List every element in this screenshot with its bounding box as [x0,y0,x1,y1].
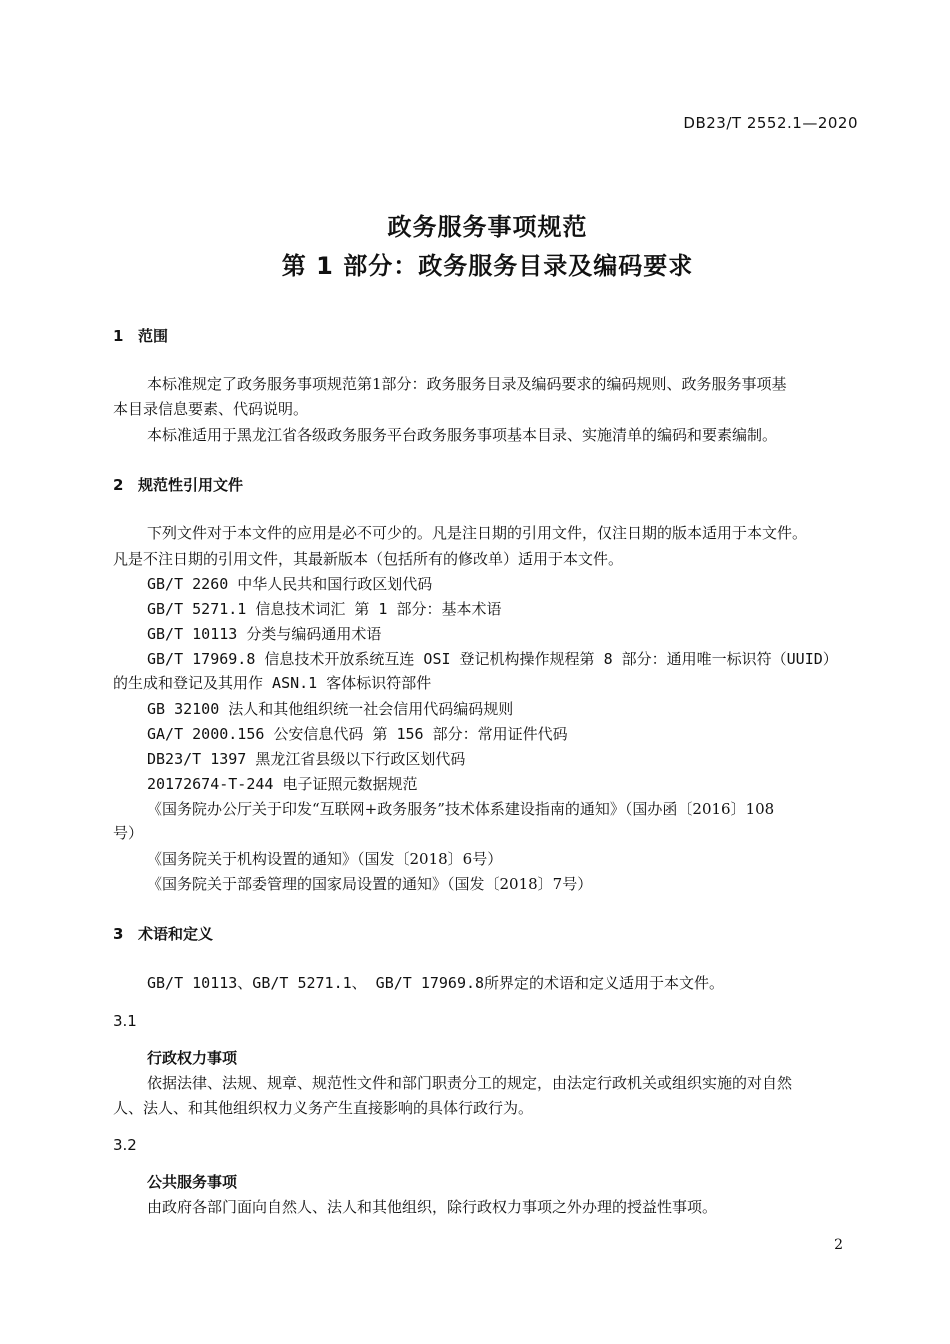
reference-item: 《国务院关于部委管理的国家局设置的通知》（国发〔2018〕7号） [147,875,593,893]
reference-item: GB 32100 法人和其他组织统一社会信用代码编码规则 [147,700,514,718]
reference-item-continued: 的生成和登记及其用作 ASN.1 客体标识符部件 [113,674,432,692]
section-2-heading [113,474,243,495]
section-title: 术语和定义 [138,925,214,943]
section-title: 规范性引用文件 [138,476,244,494]
term-definition-line: 依据法律、法规、规章、规范性文件和部门职责分工的规定，由法定行政机关或组织实施的对自然 [147,1074,793,1092]
section-3-heading [113,923,213,944]
title-line-1: 政务服务事项规范 [387,213,588,241]
term-title: 行政权力事项 [147,1049,238,1067]
reference-item: 20172674-T-244 电子证照元数据规范 [147,775,418,793]
term-number: 3.1 [113,1012,137,1030]
section-number: 1 [113,327,124,345]
term-title: 公共服务事项 [147,1173,238,1191]
section-title: 范围 [138,327,169,345]
paragraph-line: GB/T 10113、GB/T 5271.1、 GB/T 17969.8所界定的术语和定义适用于本文件。 [147,974,725,992]
section-number: 2 [113,476,124,494]
section-1-heading [113,325,168,346]
reference-item: GB/T 10113 分类与编码通用术语 [147,625,382,643]
paragraph-line: 凡是不注日期的引用文件，其最新版本（包括所有的修改单）适用于本文件。 [113,550,624,568]
reference-item: DB23/T 1397 黑龙江省县级以下行政区划代码 [147,750,466,768]
reference-item-continued: 号） [113,824,144,842]
term-definition-line: 由政府各部门面向自然人、法人和其他组织，除行政权力事项之外办理的授益性事项。 [147,1198,718,1216]
section-number: 3 [113,925,124,943]
reference-item: GB/T 17969.8 信息技术开放系统互连 OSI 登记机构操作规程第 8 部分：通用唯一标识符（UUID） [147,650,838,668]
term-definition-line: 人、法人、和其他组织权力义务产生直接影响的具体行政行为。 [113,1099,534,1117]
title-line-2: 第 1 部分：政务服务目录及编码要求 [281,252,694,280]
page-number: 2 [834,1237,843,1253]
reference-item: 《国务院办公厅关于印发“互联网+政务服务”技术体系建设指南的通知》（国办函〔2016〕108 [147,800,775,818]
paragraph-line: 本标准规定了政务服务事项规范第1部分：政务服务目录及编码要求的编码规则、政务服务事项基 [147,375,787,393]
paragraph-line: 本标准适用于黑龙江省各级政务服务平台政务服务事项基本目录、实施清单的编码和要素编制。 [147,426,778,444]
reference-item: 《国务院关于机构设置的通知》（国发〔2018〕6号） [147,850,503,868]
reference-item: GB/T 2260 中华人民共和国行政区划代码 [147,575,433,593]
reference-item: GA/T 2000.156 公安信息代码 第 156 部分：常用证件代码 [147,725,568,743]
paragraph-line: 下列文件对于本文件的应用是必不可少的。凡是注日期的引用文件，仅注日期的版本适用于本文件。 [147,524,808,542]
reference-item: GB/T 5271.1 信息技术词汇 第 1 部分：基本术语 [147,600,502,618]
standard-code: DB23/T 2552.1—2020 [683,114,858,132]
term-number: 3.2 [113,1136,137,1154]
paragraph-line: 本目录信息要素、代码说明。 [113,400,309,418]
